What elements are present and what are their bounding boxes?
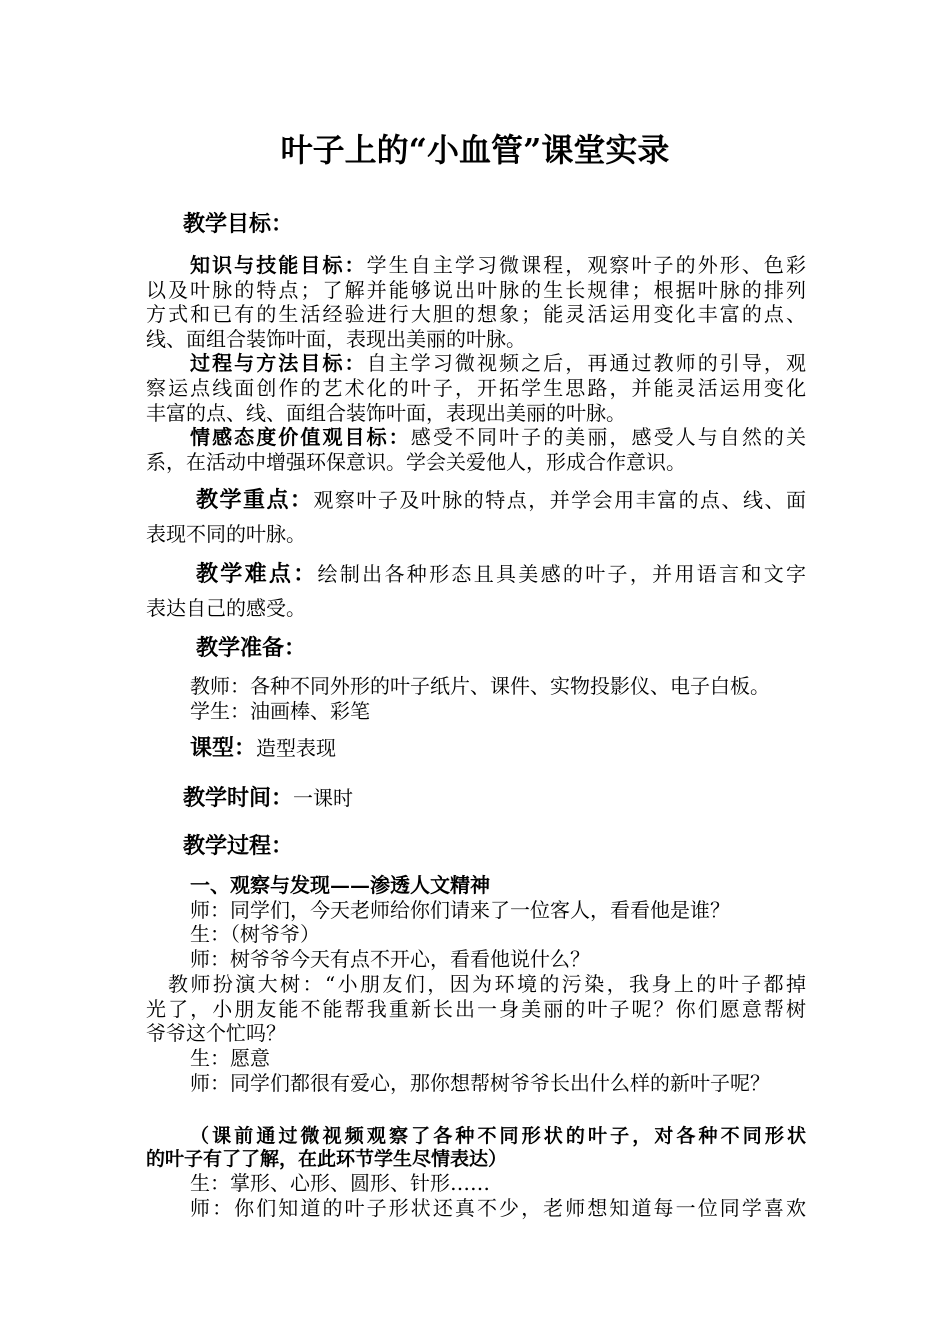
dialogue-line-10: 师：你们知道的叶子形状还真不少，老师想知道每一位同学喜欢 <box>190 1196 806 1220</box>
lesson-type-value: 造型表现 <box>256 736 337 760</box>
dialogue-line-2: 生：（树爷爷） <box>190 922 320 946</box>
dialogue-line-8: 师：同学们都很有爱心，那你想帮树爷爷长出什么样的新叶子呢？ <box>190 1071 770 1095</box>
lesson-time <box>183 785 353 811</box>
key-point-line-1: 教学重点：观察叶子及叶脉的特点，并学会用丰富的点、线、面 <box>196 487 806 513</box>
preparation-student: 学生：油画棒、彩笔 <box>190 699 370 723</box>
process-objective-line-2: 察运点线面创作的艺术化的叶子，开拓学生思路，并能灵活运用变化 <box>146 376 806 400</box>
dialogue-line-5: 光了，小朋友能不能帮我重新长出一身美丽的叶子呢？你们愿意帮树 <box>146 997 806 1021</box>
page-title: 叶子上的“小血管”课堂实录 <box>280 131 670 169</box>
dialogue-line-6: 爷爷这个忙吗？ <box>146 1021 286 1045</box>
dialogue-line-7: 生：愿意 <box>190 1046 270 1070</box>
note-line-1: （课前通过微视频观察了各种不同形状的叶子，对各种不同形状 <box>190 1125 806 1147</box>
knowledge-objective-line-3: 方式和已有的生活经验进行大胆的想象；能灵活运用变化丰富的点、 <box>146 302 806 326</box>
knowledge-objective-line-4: 线、面组合装饰叶面，表现出美丽的叶脉。 <box>146 327 526 351</box>
dialogue-line-3: 师：树爷爷今天有点不开心，看看他说什么？ <box>190 947 590 971</box>
section-1-heading: 一、观察与发现——渗透人文精神 <box>190 873 490 897</box>
objectives-heading: 教学目标： <box>183 211 294 237</box>
key-point-line-2: 表现不同的叶脉。 <box>146 522 306 546</box>
dialogue-line-9: 生：掌形、心形、圆形、针形…… <box>190 1171 490 1195</box>
preparation-teacher: 教师：各种不同外形的叶子纸片、课件、实物投影仪、电子白板。 <box>190 674 770 698</box>
lesson-type-label: 课型： <box>190 735 257 761</box>
difficulty-label: 教学难点： <box>196 561 318 587</box>
dialogue-line-4: 教师扮演大树：“小朋友们，因为环境的污染，我身上的叶子都掉 <box>168 972 806 996</box>
knowledge-objective-label: 知识与技能目标： <box>190 253 367 277</box>
knowledge-objective-line-2: 以及叶脉的特点；了解并能够说出叶脉的生长规律；根据叶脉的排列 <box>146 278 806 302</box>
process-objective-label: 过程与方法目标： <box>190 351 367 375</box>
process-heading: 教学过程： <box>183 833 294 859</box>
emotion-objective-line-1: 情感态度价值观目标：感受不同叶子的美丽，感受人与自然的关 <box>190 425 807 449</box>
lesson-time-label: 教学时间： <box>183 785 294 811</box>
lesson-time-value: 一课时 <box>293 786 354 810</box>
knowledge-objective-line-1: 知识与技能目标：学生自主学习微课程，观察叶子的外形、色彩 <box>190 253 807 277</box>
lesson-type <box>190 735 336 761</box>
emotion-objective-line-2: 系，在活动中增强环保意识。学会关爱他人，形成合作意识。 <box>146 450 686 474</box>
difficulty-line-1: 教学难点：绘制出各种形态且具美感的叶子，并用语言和文字 <box>196 561 806 587</box>
emotion-objective-label: 情感态度价值观目标： <box>190 425 411 449</box>
difficulty-line-2: 表达自己的感受。 <box>146 596 306 620</box>
process-objective-line-1: 过程与方法目标：自主学习微视频之后，再通过教师的引导，观 <box>190 351 807 375</box>
note-line-2: 的叶子有了了解，在此环节学生尽情表达） <box>146 1148 508 1170</box>
preparation-heading: 教学准备： <box>196 635 307 661</box>
key-point-label: 教学重点： <box>196 487 314 513</box>
process-objective-line-3: 丰富的点、线、面组合装饰叶面，表现出美丽的叶脉。 <box>146 401 626 425</box>
dialogue-line-1: 师：同学们，今天老师给你们请来了一位客人，看看他是谁？ <box>190 898 730 922</box>
